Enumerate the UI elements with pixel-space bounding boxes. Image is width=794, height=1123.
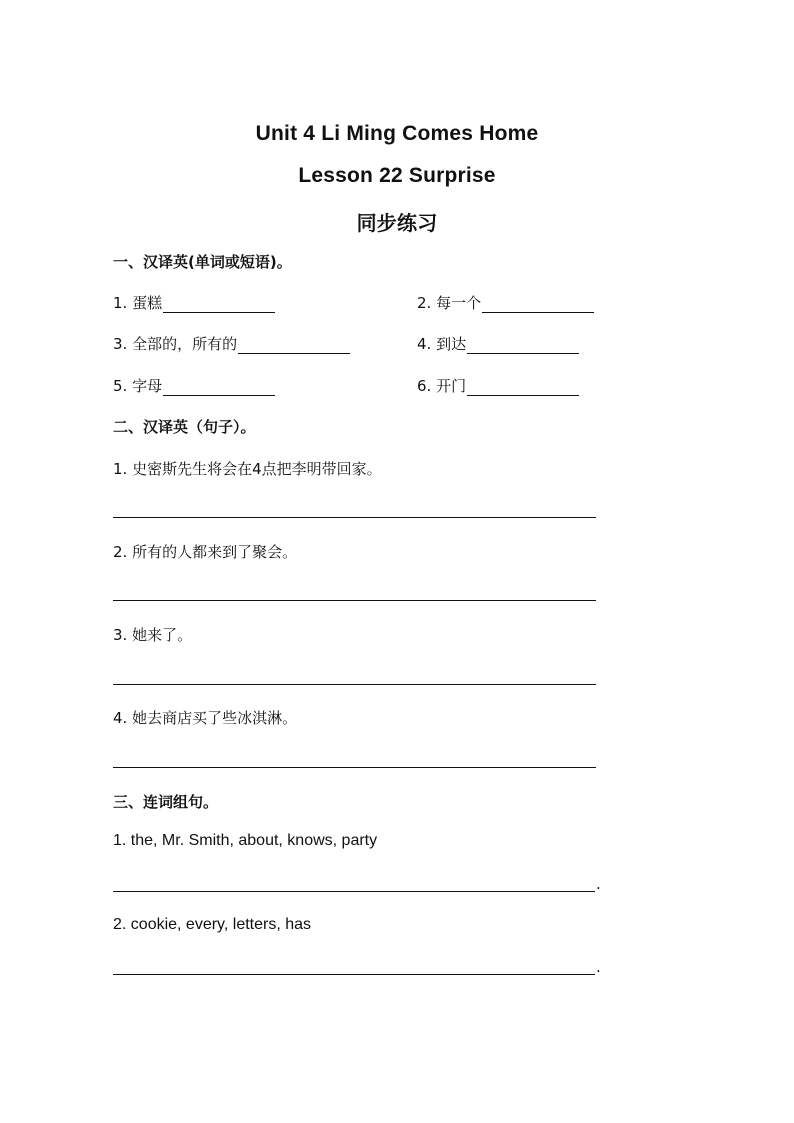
sentence-period: . bbox=[596, 958, 601, 976]
item-text: 所有的人都来到了聚会。 bbox=[132, 543, 298, 561]
vocab-item-1 bbox=[113, 292, 275, 313]
sentence-item-3 bbox=[113, 624, 192, 645]
sentence-item-2 bbox=[113, 541, 297, 562]
item-text: 她来了。 bbox=[132, 626, 193, 644]
item-text: 开门 bbox=[436, 377, 467, 395]
vocab-item-3 bbox=[113, 333, 350, 354]
item-number: 1. bbox=[113, 460, 128, 478]
lesson-title: Lesson 22 Surprise bbox=[298, 164, 496, 187]
item-number: 2. bbox=[113, 543, 128, 561]
vocab-item-2 bbox=[417, 292, 594, 313]
item-text: 史密斯先生将会在4点把李明带回家。 bbox=[132, 460, 382, 478]
section3-heading: 三、连词组句。 bbox=[113, 793, 219, 811]
answer-line[interactable] bbox=[113, 600, 596, 601]
answer-line[interactable] bbox=[113, 974, 595, 975]
vocab-item-6 bbox=[417, 375, 579, 396]
item-number: 4. bbox=[417, 335, 432, 353]
section1-heading: 一、汉译英(单词或短语)。 bbox=[113, 253, 292, 271]
item-number: 3. bbox=[113, 335, 128, 353]
item-text: 每一个 bbox=[436, 294, 482, 312]
item-text: 到达 bbox=[436, 335, 467, 353]
answer-blank[interactable] bbox=[238, 338, 350, 354]
answer-blank[interactable] bbox=[163, 380, 275, 396]
answer-blank[interactable] bbox=[482, 297, 594, 313]
sentence-item-1 bbox=[113, 458, 382, 479]
unit-title: Unit 4 Li Ming Comes Home bbox=[255, 122, 539, 145]
item-text: 她去商店买了些冰淇淋。 bbox=[132, 709, 298, 727]
item-number: 4. bbox=[113, 709, 128, 727]
item-number: 3. bbox=[113, 626, 128, 644]
word-order-item-2: 2. cookie, every, letters, has bbox=[113, 916, 312, 933]
item-number: 6. bbox=[417, 377, 432, 395]
answer-line[interactable] bbox=[113, 517, 596, 518]
vocab-item-5 bbox=[113, 375, 275, 396]
item-text: 全部的，所有的 bbox=[132, 335, 238, 353]
section2-heading: 二、汉译英（句子）。 bbox=[113, 418, 256, 436]
answer-blank[interactable] bbox=[163, 297, 275, 313]
item-number: 1. bbox=[113, 294, 128, 312]
item-text: 蛋糕 bbox=[132, 294, 163, 312]
answer-blank[interactable] bbox=[467, 338, 579, 354]
practice-title: 同步练习 bbox=[356, 211, 438, 235]
word-order-item-1: 1. the, Mr. Smith, about, knows, party bbox=[113, 832, 378, 849]
sentence-item-4 bbox=[113, 707, 297, 728]
item-number: 2. bbox=[417, 294, 432, 312]
answer-line[interactable] bbox=[113, 684, 596, 685]
vocab-item-4 bbox=[417, 333, 579, 354]
answer-line[interactable] bbox=[113, 767, 596, 768]
answer-line[interactable] bbox=[113, 891, 595, 892]
item-text: 字母 bbox=[132, 377, 163, 395]
item-number: 5. bbox=[113, 377, 128, 395]
sentence-period: . bbox=[596, 875, 601, 893]
answer-blank[interactable] bbox=[467, 380, 579, 396]
